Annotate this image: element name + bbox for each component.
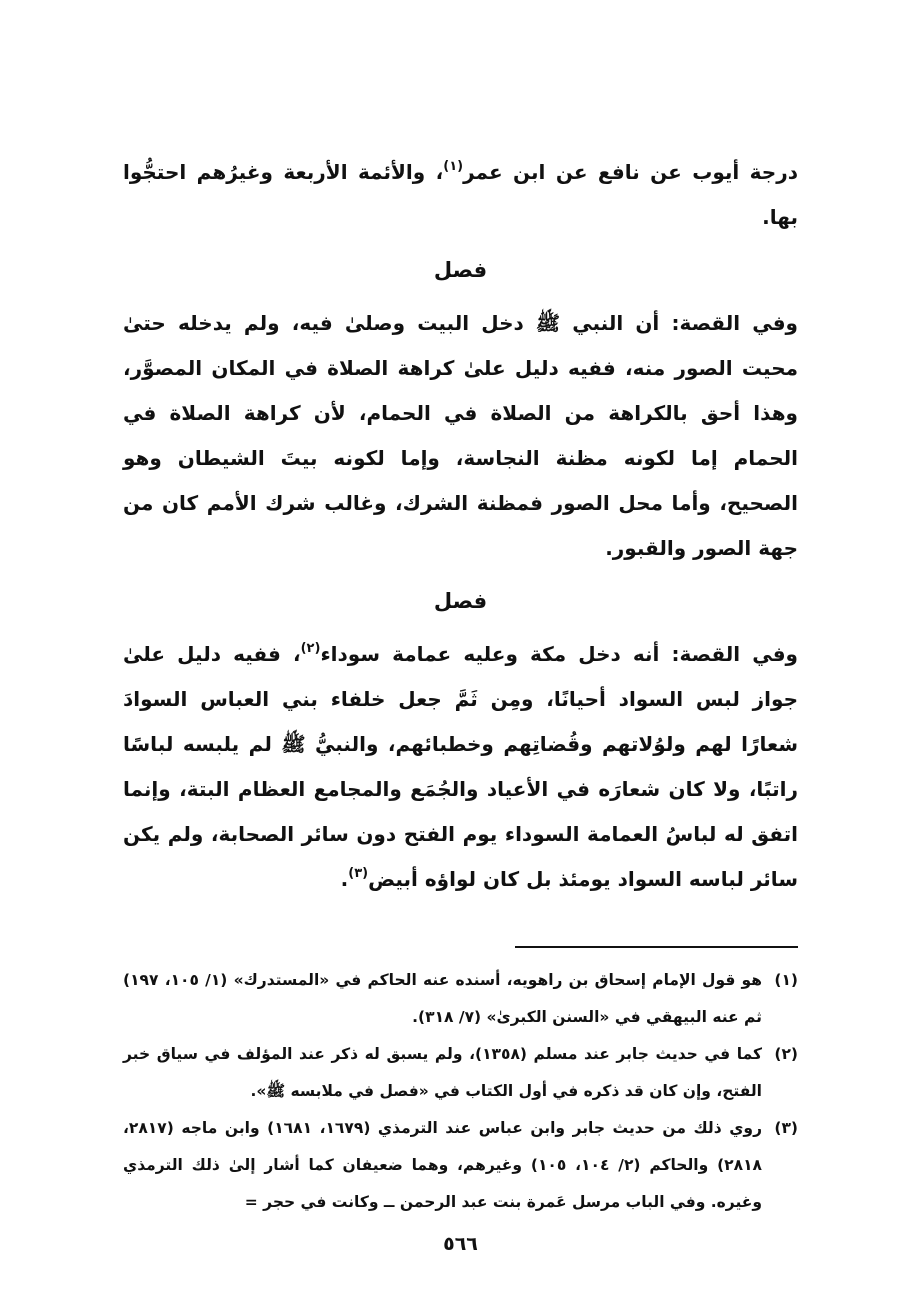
footnote-3	[123, 1110, 798, 1221]
text-line: مظنة النجاسة، وإما لكونه بيتَ الشيطان وهو الصحيح، وأما محل الصور	[123, 446, 798, 515]
footnote-text	[123, 962, 762, 1036]
section-heading: فصل	[433, 589, 488, 613]
footnote-line: هو قول الإمام إسحاق بن راهويه، أسنده عنه الحاكم في «المستدرك» (١/ ١٠٥،	[164, 971, 763, 989]
footnote-number: (٣)	[774, 1119, 798, 1137]
footnote-ref[interactable]: (١)	[443, 159, 464, 174]
footnote-number: (٢)	[774, 1045, 798, 1063]
text-line: فمظنة الشرك، وغالب شرك الأمم كان من جهة الصور والقبور.	[123, 491, 798, 560]
text-span: درجة أيوب عن نافع عن ابن عمر	[463, 160, 798, 184]
footnote-line: روي ذلك من حديث جابر وابن عباس عند الترمذي (١٦٧٩، ١٦٨١) وابن ماجه	[181, 1119, 762, 1137]
text-line: ولوُلاتهم وقُضاتِهم وخطبائهم، والنبيُّ ﷺ لم يلبسه لباسًا راتبًا، ولا كان	[123, 732, 798, 801]
paragraph-black-turban	[123, 632, 798, 902]
footnote-line: كما في حديث جابر عند مسلم (١٣٥٨)، ولم يسبق له ذكر عند المؤلف في سياق خبر	[123, 1045, 762, 1063]
text-span: ، والأئمة الأربعة وغيرُهم احتجُّوا بها.	[123, 160, 798, 229]
text-span: وفي القصة: أنه دخل مكة وعليه عمامة سوداء	[320, 642, 798, 666]
footnote-2	[123, 1036, 798, 1110]
footnote-number: (١)	[774, 971, 798, 989]
paragraph-images	[123, 301, 798, 571]
footnote-text	[123, 1036, 762, 1110]
footnote-line: ذلك الترمذي وغيره. وفي الباب مرسل عَمرة بنت عبد الرحمن ــ وكانت في حجر =	[123, 1156, 762, 1211]
footnote-line: الفتح، وإن كان قد ذكره في أول الكتاب في «فصل في ملابسه ﷺ».	[250, 1082, 762, 1100]
footnote-line: ١٩٧) ثم عنه البيهقي في «السنن الكبرىٰ» (٧/ ٣١٨).	[123, 971, 762, 1026]
text-line: لبس السواد أحيانًا، ومِن ثَمَّ جعل خلفاء بني العباس السوادَ شعارًا لهم	[123, 687, 798, 756]
text-line: أحق بالكراهة من الصلاة في الحمام، لأن كراهة الصلاة في الحمام إما لكونه	[123, 401, 798, 470]
text-line: شعارَه في الأعياد والجُمَع والمجامع العظام البتة، وإنما اتفق له لباسُ العمامة	[123, 777, 798, 846]
page-number: ٥٦٦	[443, 1233, 478, 1255]
footnote-ref[interactable]: (٢)	[300, 641, 321, 656]
footnote-ref[interactable]: (٣)	[348, 866, 369, 881]
footnote-separator	[515, 946, 798, 948]
footnote-text	[123, 1110, 762, 1221]
text-line: محيت الصور منه، ففيه دليل علىٰ كراهة الصلاة في المكان المصوَّر، وهذا	[123, 356, 798, 425]
text-line: السوداء يوم الفتح دون سائر الصحابة، ولم يكن سائر لباسه السواد يومئذ بل	[123, 822, 798, 891]
section-heading: فصل	[433, 258, 488, 282]
footnote-1	[123, 962, 798, 1036]
footnotes	[123, 962, 798, 1221]
footnote-line: (٢٨١٧، ٢٨١٨) والحاكم (٢/ ١٠٤، ١٠٥) وغيرهم، وهما ضعيفان كما أشار إلىٰ	[123, 1119, 762, 1174]
paragraph-intro	[123, 150, 798, 240]
text-span: .	[340, 867, 349, 891]
text-span: ، ففيه دليل علىٰ جواز	[123, 642, 798, 711]
text-line: وفي القصة: أن النبي ﷺ دخل البيت وصلىٰ فيه، ولم يدخله حتىٰ	[123, 311, 798, 335]
text-span: كان لواؤه أبيض	[368, 867, 520, 891]
